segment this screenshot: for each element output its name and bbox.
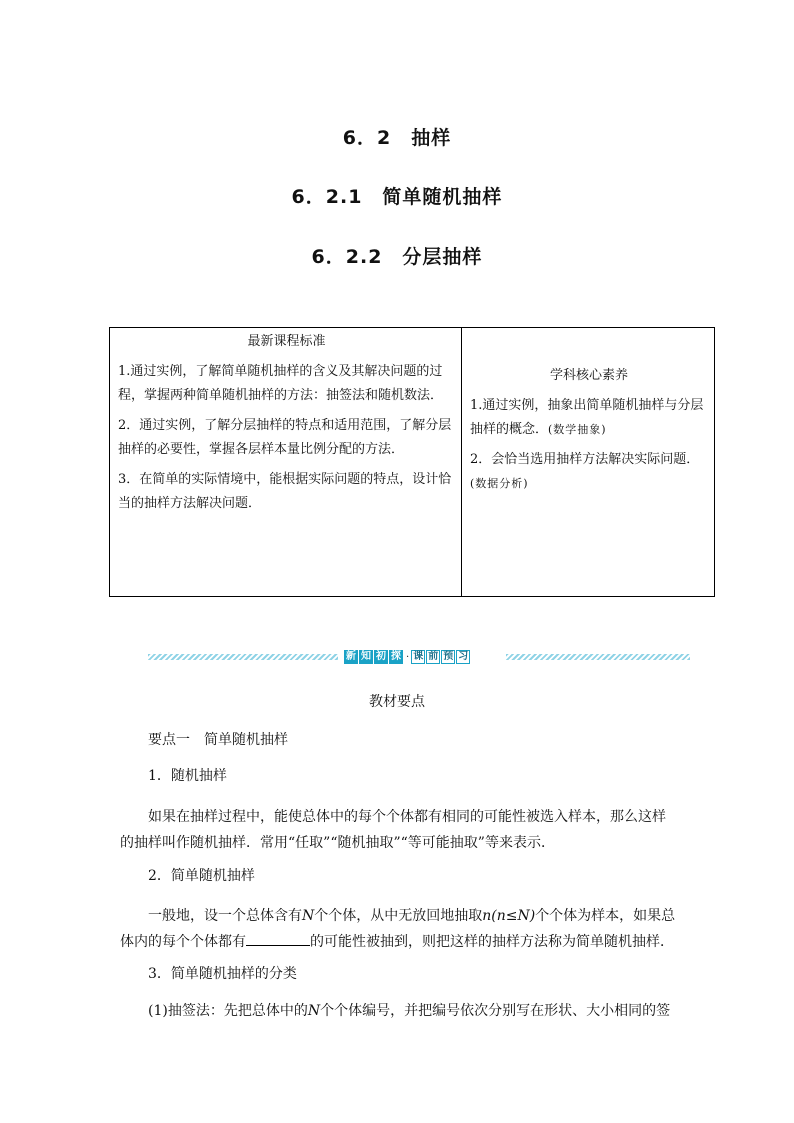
section-heading: 6．2 抽样 (342, 127, 452, 149)
standard-item: 1.通过实例，了解简单随机抽样的含义及其解决问题的过程，掌握两种简单随机抽样的方法：抽签法和随机数法． (118, 364, 444, 403)
text-run: 个个体编号，并把编号依次分别写在形状、大小相同的签 (320, 1003, 671, 1019)
banner-char: 预 (443, 651, 454, 662)
banner-char: 知 (361, 651, 371, 662)
literacy-item-text: 2．会恰当选用抽样方法解决实际问题． (470, 452, 700, 467)
math-variable: N (302, 908, 315, 924)
section-title: 教材要点 (369, 694, 425, 710)
subsection-title: 2．简单随机抽样 (148, 868, 255, 884)
paragraph-lottery-method (120, 1002, 676, 1020)
text-run: 的可能性被抽到，则把这样的抽样方法称为简单随机抽样． (310, 934, 674, 950)
math-expression: n(n≤N) (482, 908, 536, 924)
fill-in-blank[interactable] (246, 933, 310, 946)
banner-char: 课 (413, 651, 424, 662)
banner-char: 初 (376, 651, 386, 662)
banner-hatch-left (148, 654, 338, 660)
banner-char: 前 (428, 651, 439, 662)
banner-char: 探 (391, 651, 401, 662)
subsection-heading-6-2-2: 6．2.2 分层抽样 (311, 246, 483, 268)
literacy-item-tag: (数学抽象) (548, 423, 607, 436)
banner-hatch-right (506, 654, 690, 660)
literacy-cell (462, 328, 715, 597)
standards-header: 最新课程标准 (247, 334, 326, 349)
banner-separator: · (406, 651, 410, 663)
text-run: 一般地，设一个总体含有 (148, 908, 302, 924)
banner-char: 习 (458, 651, 469, 662)
subsection-title: 3．简单随机抽样的分类 (148, 966, 297, 982)
literacy-item-tag: (数据分析) (470, 477, 529, 490)
math-variable: N (307, 1003, 321, 1019)
point-title: 要点一 简单随机抽样 (148, 732, 288, 748)
paragraph-random-sampling: 如果在抽样过程中，能使总体中的每个个体都有相同的可能性被选入样本，那么这样的抽样叫作随机抽样．常用“任取”“随机抽取”“等可能抽取”等来表示． (120, 809, 666, 851)
literacy-item (470, 394, 708, 442)
standard-item: 2．通过实例，了解分层抽样的特点和适用范围，了解分层抽样的必要性，掌握各层样本量比例分配的方法． (118, 418, 452, 457)
text-run: (1)抽签法：先把总体中的 (148, 1003, 308, 1019)
literacy-item-text: 1.通过实例，抽象出简单随机抽样与分层抽样的概念． (470, 398, 704, 437)
subsection-heading-6-2-1: 6．2.1 简单随机抽样 (291, 186, 503, 208)
text-run: 个个体，从中无放回地抽取 (314, 908, 483, 924)
paragraph-simple-random-sampling (120, 903, 676, 955)
standards-cell (110, 328, 462, 597)
section-banner (148, 648, 690, 666)
banner-badges (344, 648, 471, 666)
subsection-title: 1．随机抽样 (148, 768, 227, 784)
literacy-header: 学科核心素养 (549, 368, 628, 383)
standard-item: 3．在简单的实际情境中，能根据实际问题的特点，设计恰当的抽样方法解决问题． (118, 472, 452, 511)
banner-char: 新 (346, 651, 356, 662)
curriculum-standards-table (109, 327, 715, 597)
text-run: 个个体为样本，如果总体内的每个个体都有 (120, 908, 676, 950)
literacy-item (470, 448, 708, 496)
